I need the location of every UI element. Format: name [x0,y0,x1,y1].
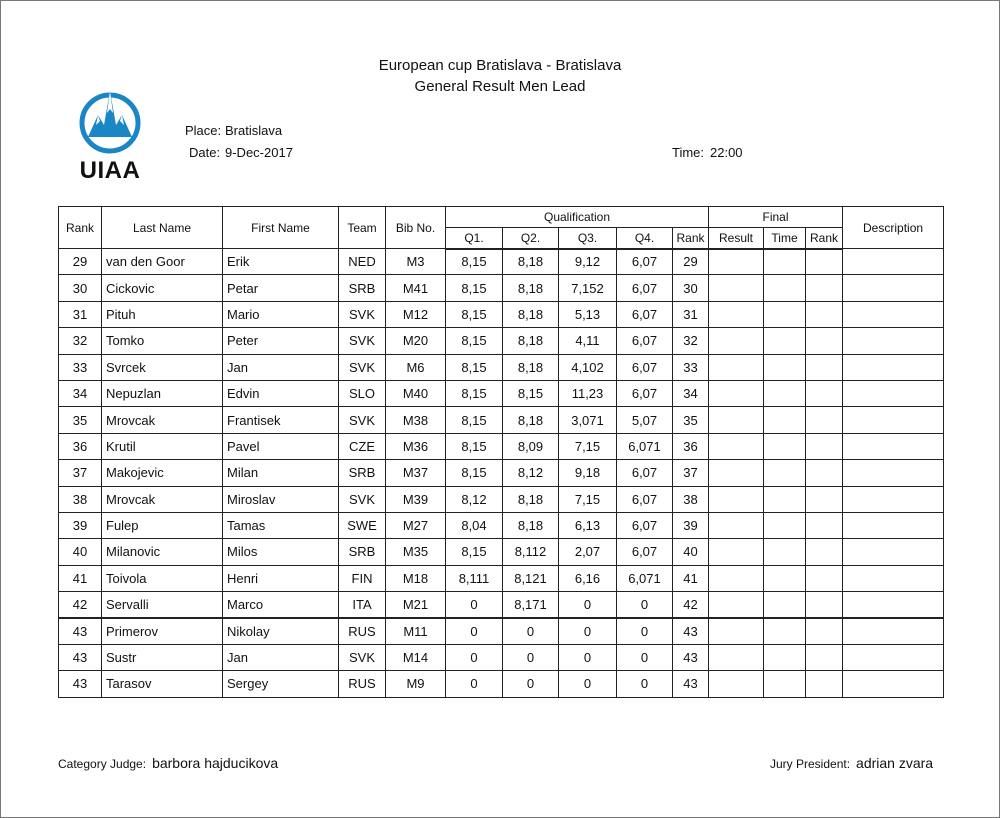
cell-rank: 35 [59,407,102,433]
cell-q4: 6,071 [617,565,673,591]
cell-q4: 6,071 [617,433,673,459]
jury-president [770,755,933,771]
cell-qualification-rank: 38 [673,486,709,512]
cell-q3: 6,13 [559,512,617,538]
table-row [59,539,944,565]
cell-q2: 8,15 [503,380,559,406]
cell-final-rank [806,618,843,644]
cell-last-name: Nepuzlan [102,380,223,406]
cell-description [843,433,944,459]
cell-q1: 0 [446,618,503,644]
col-header-final: Final [709,207,843,228]
cell-description [843,249,944,275]
cell-description [843,407,944,433]
cell-q4: 6,07 [617,460,673,486]
cell-first-name: Edvin [223,380,339,406]
table-row [59,407,944,433]
cell-last-name: Cickovic [102,275,223,301]
cell-final-rank [806,671,843,697]
place-value: Bratislava [225,123,283,138]
cell-team: SVK [339,486,386,512]
cell-q3: 7,152 [559,275,617,301]
cell-qualification-rank: 33 [673,354,709,380]
cell-final-rank [806,249,843,275]
cell-final-time [764,249,806,275]
cell-rank: 42 [59,592,102,618]
cell-last-name: Mrovcak [102,407,223,433]
cell-final-time [764,644,806,670]
col-header-qualification-rank: Rank [673,228,709,249]
cell-rank: 34 [59,380,102,406]
category-judge-label: Category Judge: [58,757,147,771]
cell-team: SVK [339,354,386,380]
cell-rank: 38 [59,486,102,512]
cell-qualification-rank: 43 [673,671,709,697]
table-row [59,328,944,354]
cell-description [843,592,944,618]
cell-q4: 6,07 [617,249,673,275]
cell-rank: 33 [59,354,102,380]
jury-president-value: adrian zvara [856,755,934,771]
cell-q1: 0 [446,592,503,618]
cell-team: FIN [339,565,386,591]
table-row [59,301,944,327]
page-subtitle: General Result Men Lead [414,78,586,95]
col-header-first-name: First Name [223,207,339,249]
table-row [59,644,944,670]
uiaa-logo [74,85,146,185]
col-header-description: Description [843,207,944,249]
cell-first-name: Pavel [223,433,339,459]
cell-q3: 4,11 [559,328,617,354]
page-title: European cup Bratislava - Bratislava [378,57,622,74]
cell-q3: 3,071 [559,407,617,433]
cell-q3: 11,23 [559,380,617,406]
cell-last-name: Makojevic [102,460,223,486]
cell-q2: 8,18 [503,328,559,354]
cell-bib: M14 [386,644,446,670]
cell-last-name: Svrcek [102,354,223,380]
cell-final-time [764,512,806,538]
time-value: 22:00 [710,145,743,160]
cell-final-rank [806,512,843,538]
cell-description [843,618,944,644]
cell-first-name: Milos [223,539,339,565]
cell-q1: 8,15 [446,301,503,327]
cell-first-name: Marco [223,592,339,618]
cell-description [843,275,944,301]
cell-q3: 7,15 [559,433,617,459]
cell-final-result [709,460,764,486]
cell-qualification-rank: 29 [673,249,709,275]
col-header-final-time: Time [764,228,806,249]
cell-q1: 8,15 [446,539,503,565]
cell-q2: 0 [503,671,559,697]
cell-bib: M6 [386,354,446,380]
cell-description [843,565,944,591]
cell-qualification-rank: 32 [673,328,709,354]
cell-first-name: Henri [223,565,339,591]
cell-description [843,486,944,512]
cell-final-result [709,354,764,380]
cell-final-rank [806,275,843,301]
table-row [59,275,944,301]
cell-final-result [709,328,764,354]
cell-last-name: Fulep [102,512,223,538]
cell-q3: 2,07 [559,539,617,565]
cell-q4: 6,07 [617,301,673,327]
cell-qualification-rank: 36 [673,433,709,459]
cell-final-time [764,460,806,486]
cell-final-rank [806,301,843,327]
cell-rank: 36 [59,433,102,459]
cell-q4: 6,07 [617,380,673,406]
cell-first-name: Milan [223,460,339,486]
cell-last-name: Krutil [102,433,223,459]
table-row [59,249,944,275]
jury-president-label: Jury President: [770,757,851,771]
cell-q1: 0 [446,644,503,670]
cell-q3: 0 [559,671,617,697]
cell-q2: 8,18 [503,512,559,538]
table-row [59,433,944,459]
date-label: Date: [189,145,221,160]
col-header-final-rank: Rank [806,228,843,249]
cell-team: SVK [339,301,386,327]
cell-first-name: Nikolay [223,618,339,644]
cell-qualification-rank: 37 [673,460,709,486]
cell-q2: 8,121 [503,565,559,591]
cell-q3: 0 [559,644,617,670]
table-row [59,592,944,618]
cell-last-name: Tarasov [102,671,223,697]
cell-q3: 6,16 [559,565,617,591]
cell-final-rank [806,592,843,618]
col-header-q1: Q1. [446,228,503,249]
cell-qualification-rank: 40 [673,539,709,565]
cell-q1: 8,04 [446,512,503,538]
cell-qualification-rank: 31 [673,301,709,327]
cell-final-result [709,539,764,565]
time-label: Time: [672,145,705,160]
cell-q1: 8,15 [446,407,503,433]
cell-q2: 8,18 [503,354,559,380]
cell-bib: M11 [386,618,446,644]
cell-final-rank [806,644,843,670]
cell-last-name: Pituh [102,301,223,327]
cell-q2: 8,12 [503,460,559,486]
cell-q2: 8,18 [503,249,559,275]
cell-final-time [764,433,806,459]
cell-final-rank [806,328,843,354]
cell-q1: 8,15 [446,380,503,406]
cell-final-rank [806,407,843,433]
cell-qualification-rank: 43 [673,644,709,670]
cell-bib: M40 [386,380,446,406]
cell-final-result [709,618,764,644]
cell-team: SVK [339,328,386,354]
cell-final-rank [806,486,843,512]
cell-final-result [709,407,764,433]
cell-bib: M36 [386,433,446,459]
cell-description [843,380,944,406]
cell-last-name: Sustr [102,644,223,670]
cell-q4: 6,07 [617,275,673,301]
cell-qualification-rank: 30 [673,275,709,301]
cell-final-time [764,301,806,327]
cell-final-rank [806,433,843,459]
cell-qualification-rank: 42 [673,592,709,618]
cell-final-time [764,486,806,512]
cell-team: SLO [339,380,386,406]
cell-bib: M39 [386,486,446,512]
cell-rank: 32 [59,328,102,354]
cell-q3: 4,102 [559,354,617,380]
cell-final-result [709,301,764,327]
cell-first-name: Erik [223,249,339,275]
logo-text: UIAA [79,157,141,184]
cell-q3: 0 [559,618,617,644]
cell-q3: 9,12 [559,249,617,275]
cell-q4: 6,07 [617,512,673,538]
cell-rank: 43 [59,644,102,670]
cell-team: NED [339,249,386,275]
cell-first-name: Jan [223,644,339,670]
cell-final-result [709,644,764,670]
cell-final-time [764,354,806,380]
cell-q1: 8,15 [446,460,503,486]
cell-last-name: Milanovic [102,539,223,565]
cell-q2: 8,112 [503,539,559,565]
cell-final-result [709,433,764,459]
col-header-last-name: Last Name [102,207,223,249]
cell-final-time [764,565,806,591]
cell-q1: 8,12 [446,486,503,512]
cell-q4: 5,07 [617,407,673,433]
table-row [59,354,944,380]
col-header-q2: Q2. [503,228,559,249]
cell-final-time [764,328,806,354]
cell-bib: M37 [386,460,446,486]
cell-final-time [764,671,806,697]
cell-last-name: Servalli [102,592,223,618]
cell-q1: 8,15 [446,249,503,275]
table-row [59,565,944,591]
table-row [59,486,944,512]
results-body [59,249,944,698]
cell-qualification-rank: 34 [673,380,709,406]
cell-final-rank [806,354,843,380]
cell-last-name: Primerov [102,618,223,644]
cell-q2: 8,18 [503,275,559,301]
cell-rank: 29 [59,249,102,275]
cell-rank: 37 [59,460,102,486]
cell-team: SWE [339,512,386,538]
place-label: Place: [185,123,222,138]
cell-bib: M18 [386,565,446,591]
cell-rank: 39 [59,512,102,538]
cell-q4: 6,07 [617,328,673,354]
cell-rank: 40 [59,539,102,565]
cell-final-result [709,592,764,618]
mountain-logo-icon [74,85,146,157]
cell-bib: M41 [386,275,446,301]
table-row [59,618,944,644]
table-row [59,380,944,406]
cell-rank: 43 [59,618,102,644]
cell-final-rank [806,565,843,591]
cell-team: SRB [339,460,386,486]
cell-final-result [709,249,764,275]
cell-first-name: Peter [223,328,339,354]
cell-q4: 6,07 [617,354,673,380]
cell-q1: 8,111 [446,565,503,591]
cell-team: SRB [339,539,386,565]
cell-last-name: Tomko [102,328,223,354]
cell-q4: 0 [617,618,673,644]
cell-q2: 8,18 [503,407,559,433]
cell-bib: M20 [386,328,446,354]
cell-description [843,354,944,380]
cell-q1: 8,15 [446,328,503,354]
cell-q2: 8,171 [503,592,559,618]
cell-team: ITA [339,592,386,618]
cell-rank: 30 [59,275,102,301]
cell-bib: M35 [386,539,446,565]
cell-q1: 8,15 [446,354,503,380]
cell-final-rank [806,539,843,565]
table-row [59,512,944,538]
cell-q4: 6,07 [617,486,673,512]
cell-team: CZE [339,433,386,459]
cell-bib: M21 [386,592,446,618]
cell-team: SVK [339,407,386,433]
cell-q4: 0 [617,592,673,618]
cell-final-result [709,275,764,301]
cell-q4: 0 [617,644,673,670]
cell-final-result [709,512,764,538]
cell-last-name: Mrovcak [102,486,223,512]
col-header-team: Team [339,207,386,249]
cell-final-time [764,407,806,433]
cell-qualification-rank: 41 [673,565,709,591]
cell-last-name: Toivola [102,565,223,591]
cell-qualification-rank: 39 [673,512,709,538]
cell-q3: 0 [559,592,617,618]
date-value: 9-Dec-2017 [225,145,293,160]
col-header-q4: Q4. [617,228,673,249]
cell-final-rank [806,380,843,406]
cell-first-name: Sergey [223,671,339,697]
cell-last-name: van den Goor [102,249,223,275]
table-row [59,671,944,697]
cell-final-time [764,539,806,565]
cell-q2: 0 [503,618,559,644]
cell-first-name: Mario [223,301,339,327]
cell-description [843,539,944,565]
cell-final-rank [806,460,843,486]
cell-team: SRB [339,275,386,301]
cell-description [843,644,944,670]
cell-q4: 0 [617,671,673,697]
cell-q1: 8,15 [446,433,503,459]
cell-rank: 31 [59,301,102,327]
cell-q3: 5,13 [559,301,617,327]
cell-description [843,512,944,538]
cell-q2: 8,18 [503,486,559,512]
cell-first-name: Frantisek [223,407,339,433]
cell-final-time [764,592,806,618]
cell-team: SVK [339,644,386,670]
col-header-final-result: Result [709,228,764,249]
cell-description [843,301,944,327]
cell-description [843,460,944,486]
cell-bib: M9 [386,671,446,697]
cell-team: RUS [339,671,386,697]
cell-q1: 0 [446,671,503,697]
cell-final-time [764,380,806,406]
cell-final-result [709,380,764,406]
cell-first-name: Petar [223,275,339,301]
cell-first-name: Jan [223,354,339,380]
cell-q2: 8,18 [503,301,559,327]
cell-first-name: Tamas [223,512,339,538]
category-judge [58,755,278,771]
cell-team: RUS [339,618,386,644]
cell-qualification-rank: 35 [673,407,709,433]
cell-q2: 8,09 [503,433,559,459]
cell-q1: 8,15 [446,275,503,301]
results-table [58,206,944,698]
cell-bib: M3 [386,249,446,275]
cell-final-time [764,275,806,301]
cell-description [843,328,944,354]
cell-q4: 6,07 [617,539,673,565]
cell-q3: 9,18 [559,460,617,486]
cell-final-result [709,671,764,697]
cell-final-result [709,486,764,512]
col-header-qualification: Qualification [446,207,709,228]
category-judge-value: barbora hajducikova [152,755,279,771]
cell-bib: M38 [386,407,446,433]
col-header-rank: Rank [59,207,102,249]
cell-rank: 41 [59,565,102,591]
cell-q2: 0 [503,644,559,670]
cell-description [843,671,944,697]
cell-bib: M12 [386,301,446,327]
cell-bib: M27 [386,512,446,538]
col-header-bib: Bib No. [386,207,446,249]
col-header-q3: Q3. [559,228,617,249]
cell-first-name: Miroslav [223,486,339,512]
cell-qualification-rank: 43 [673,618,709,644]
cell-q3: 7,15 [559,486,617,512]
table-row [59,460,944,486]
cell-final-result [709,565,764,591]
cell-final-time [764,618,806,644]
cell-rank: 43 [59,671,102,697]
